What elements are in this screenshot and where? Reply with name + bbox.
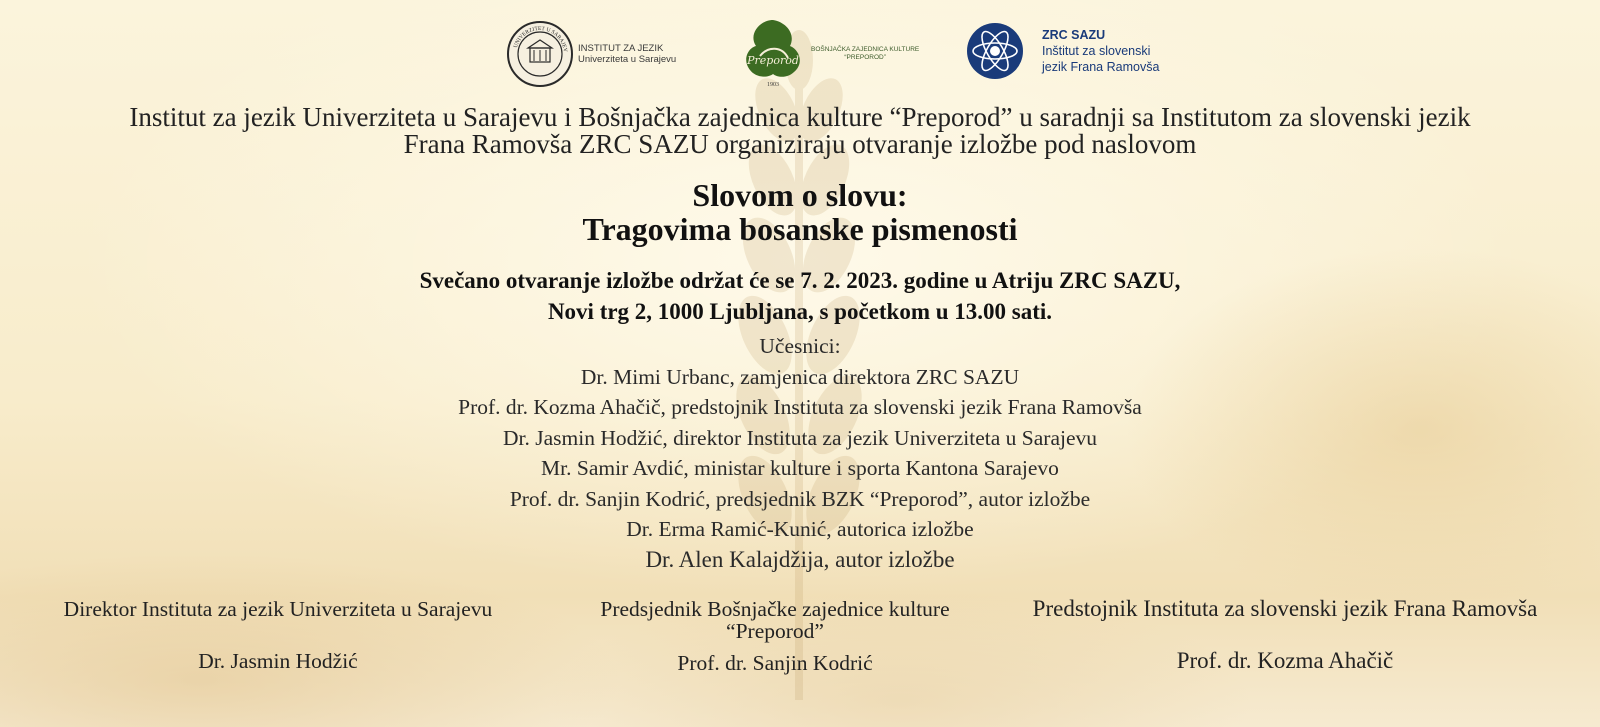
signature-name: Dr. Jasmin Hodžić [198, 649, 358, 673]
logo-line: INSTITUT ZA JEZIK [578, 43, 664, 54]
logo-line: ZRC SAZU [1042, 28, 1106, 42]
signature-role: Predstojnik Instituta za slovenski jezik Frana Ramovša [1032, 596, 1538, 621]
event-line: Novi trg 2, 1000 Ljubljana, s početkom u 13.00 sati. [547, 299, 1053, 324]
participant-item: Mr. Samir Avdić, ministar kulture i sporta Kantona Sarajevo [541, 456, 1059, 480]
university-seal-icon [506, 20, 574, 88]
exhibition-title [0, 178, 1600, 246]
svg-text:1903: 1903 [767, 82, 779, 88]
signature-role: Predsjednik Bošnjačke zajednice kulture “Preporod” [600, 597, 950, 643]
signature-block [570, 597, 980, 675]
participant-item: Dr. Erma Ramić-Kunić, autorica izložbe [626, 517, 974, 541]
event-line: Svečano otvaranje izložbe održat će se 7. 2. 2023. godine u Atriju ZRC SAZU, [419, 268, 1181, 293]
logo-line: BOŠNJAČKA ZAJEDNICA KULTURE [811, 46, 920, 53]
signature-name: Prof. dr. Kozma Ahačič [1176, 648, 1394, 673]
institut-za-jezik-logo-text [578, 43, 676, 65]
intro-paragraph [40, 104, 1560, 158]
participant-item: Dr. Mimi Urbanc, zamjenica direktora ZRC SAZU [580, 364, 1020, 389]
logo-line: Univerziteta u Sarajevu [578, 54, 677, 65]
signature-block [28, 597, 528, 673]
zrc-sazu-logo [966, 22, 1159, 80]
zrc-sazu-atom-logo-icon [966, 22, 1024, 80]
participants-heading: Učesnici: [759, 334, 841, 358]
logo-line: jezik Frana Ramovša [1042, 60, 1160, 74]
intro-line: Frana Ramovša ZRC SAZU organiziraju otvaranje izložbe pod naslovom [403, 129, 1197, 159]
title-line: Slovom o slovu: [692, 177, 908, 213]
intro-line: Institut za jezik Univerziteta u Sarajevu i Bošnjačka zajednica kulture “Preporod” u saradnji sa Institutom za slovenski jezik [129, 102, 1471, 132]
event-details [0, 265, 1600, 327]
preporod-leaf-logo-icon [738, 16, 808, 88]
svg-text:Preporod: Preporod [747, 54, 799, 67]
participants-list [0, 331, 1600, 575]
svg-text:UNIVERZITET U SARAJEVU: UNIVERZITET U SARAJEV [512, 25, 568, 53]
signature-block [985, 596, 1585, 673]
title-line: Tragovima bosanske pismenosti [582, 211, 1018, 247]
participant-item: Dr. Alen Kalajdžija, autor izložbe [645, 546, 955, 572]
logo-line: “PREPOROD” [844, 54, 886, 61]
participant-item: Prof. dr. Kozma Ahačič, predstojnik Instituta za slovenski jezik Frana Ramovša [458, 395, 1142, 419]
preporod-logo-text [811, 46, 919, 62]
preporod-logo [738, 16, 919, 88]
participant-item: Prof. dr. Sanjin Kodrić, predsjednik BZK “Preporod”, autor izložbe [509, 486, 1091, 511]
signature-name: Prof. dr. Sanjin Kodrić [677, 651, 873, 675]
signature-role: Direktor Instituta za jezik Univerziteta u Sarajevu [63, 597, 493, 621]
zrc-sazu-logo-text [1042, 27, 1159, 75]
logo-line: Inštitut za slovenski [1042, 44, 1151, 58]
participant-item: Dr. Jasmin Hodžić, direktor Instituta za jezik Univerziteta u Sarajevu [502, 425, 1098, 450]
institut-za-jezik-logo [506, 20, 676, 88]
logo-bar [0, 16, 1600, 86]
